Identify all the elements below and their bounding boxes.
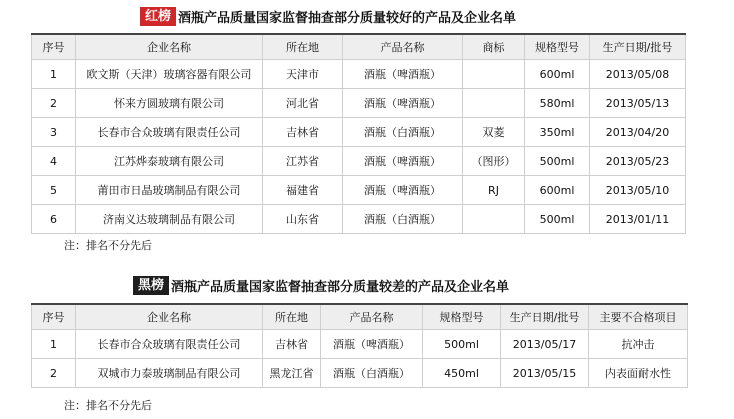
header-cell: 产品名称 [343, 34, 463, 60]
table-cell: 500ml [423, 330, 501, 359]
table-cell: 莆田市日晶玻璃制品有限公司 [76, 176, 263, 205]
table-cell: 河北省 [263, 89, 343, 118]
header-cell: 产品名称 [321, 304, 423, 330]
table-cell: 600ml [525, 176, 590, 205]
table-cell: 2013/05/08 [590, 60, 686, 89]
table-cell [463, 89, 525, 118]
table-cell: 天津市 [263, 60, 343, 89]
table-row [32, 176, 686, 205]
table-cell: 2013/05/13 [590, 89, 686, 118]
red-list-title [140, 7, 516, 26]
table-cell: RJ [463, 176, 525, 205]
header-cell: 生产日期/批号 [590, 34, 686, 60]
header-cell: 企业名称 [76, 304, 263, 330]
table-cell: 江苏省 [263, 147, 343, 176]
table-cell [463, 60, 525, 89]
table-cell: 1 [32, 60, 76, 89]
table-cell: 双城市力泰玻璃制品有限公司 [76, 359, 263, 388]
table-cell: 4 [32, 147, 76, 176]
red-list-note: 注：排名不分先后 [64, 239, 152, 252]
table-row [32, 89, 686, 118]
black-list-table [31, 303, 688, 388]
red-list-badge: 红榜 [140, 7, 176, 26]
table-row [32, 147, 686, 176]
table-cell: 2 [32, 89, 76, 118]
header-cell: 所在地 [263, 304, 321, 330]
table-cell: 山东省 [263, 205, 343, 234]
table-cell: 吉林省 [263, 330, 321, 359]
table-row [32, 205, 686, 234]
table-header-row [32, 34, 686, 60]
table-cell: 350ml [525, 118, 590, 147]
table-cell: 1 [32, 330, 76, 359]
black-list-note: 注：排名不分先后 [64, 399, 152, 412]
table-cell: 酒瓶（啤酒瓶） [343, 147, 463, 176]
table-cell: 长春市合众玻璃有限责任公司 [76, 118, 263, 147]
table-row [32, 330, 688, 359]
table-cell: 双菱 [463, 118, 525, 147]
table-cell: 酒瓶（白酒瓶） [343, 205, 463, 234]
table-cell: 济南义达玻璃制品有限公司 [76, 205, 263, 234]
table-cell: 2013/04/20 [590, 118, 686, 147]
header-cell: 商标 [463, 34, 525, 60]
table-cell: 怀来方圆玻璃有限公司 [76, 89, 263, 118]
table-cell: 500ml [525, 205, 590, 234]
red-list-title-text: 酒瓶产品质量国家监督抽查部分质量较好的产品及企业名单 [178, 11, 517, 26]
table-row [32, 359, 688, 388]
table-cell: 580ml [525, 89, 590, 118]
header-cell: 序号 [32, 34, 76, 60]
table-row [32, 118, 686, 147]
black-list-title [133, 276, 509, 295]
table-cell: 酒瓶（啤酒瓶） [343, 176, 463, 205]
header-cell: 所在地 [263, 34, 343, 60]
table-cell: 江苏烨泰玻璃有限公司 [76, 147, 263, 176]
red-list-table [31, 33, 686, 234]
table-cell: 吉林省 [263, 118, 343, 147]
table-cell: 2013/05/10 [590, 176, 686, 205]
table-cell: 3 [32, 118, 76, 147]
table-cell: 酒瓶（白酒瓶） [343, 118, 463, 147]
table-cell: 2013/05/23 [590, 147, 686, 176]
table-cell: 600ml [525, 60, 590, 89]
table-cell: 2013/01/11 [590, 205, 686, 234]
table-header-row [32, 304, 688, 330]
table-cell: 酒瓶（白酒瓶） [321, 359, 423, 388]
header-cell: 主要不合格项目 [589, 304, 688, 330]
table-cell: 欧文斯（天津）玻璃容器有限公司 [76, 60, 263, 89]
table-cell: 酒瓶（啤酒瓶） [343, 60, 463, 89]
table-row [32, 60, 686, 89]
header-cell: 生产日期/批号 [501, 304, 589, 330]
black-list-title-text: 酒瓶产品质量国家监督抽查部分质量较差的产品及企业名单 [171, 280, 510, 295]
table-cell: （图形） [463, 147, 525, 176]
table-cell: 内表面耐水性 [589, 359, 688, 388]
table-cell: 500ml [525, 147, 590, 176]
table-cell: 2013/05/17 [501, 330, 589, 359]
table-cell: 长春市合众玻璃有限责任公司 [76, 330, 263, 359]
table-cell: 450ml [423, 359, 501, 388]
header-cell: 规格型号 [423, 304, 501, 330]
table-cell: 2 [32, 359, 76, 388]
table-cell [463, 205, 525, 234]
header-cell: 序号 [32, 304, 76, 330]
table-cell: 6 [32, 205, 76, 234]
table-cell: 福建省 [263, 176, 343, 205]
header-cell: 企业名称 [76, 34, 263, 60]
table-cell: 抗冲击 [589, 330, 688, 359]
table-cell: 酒瓶（啤酒瓶） [321, 330, 423, 359]
table-cell: 5 [32, 176, 76, 205]
table-cell: 酒瓶（啤酒瓶） [343, 89, 463, 118]
header-cell: 规格型号 [525, 34, 590, 60]
table-cell: 2013/05/15 [501, 359, 589, 388]
table-cell: 黑龙江省 [263, 359, 321, 388]
black-list-badge: 黑榜 [133, 276, 169, 295]
